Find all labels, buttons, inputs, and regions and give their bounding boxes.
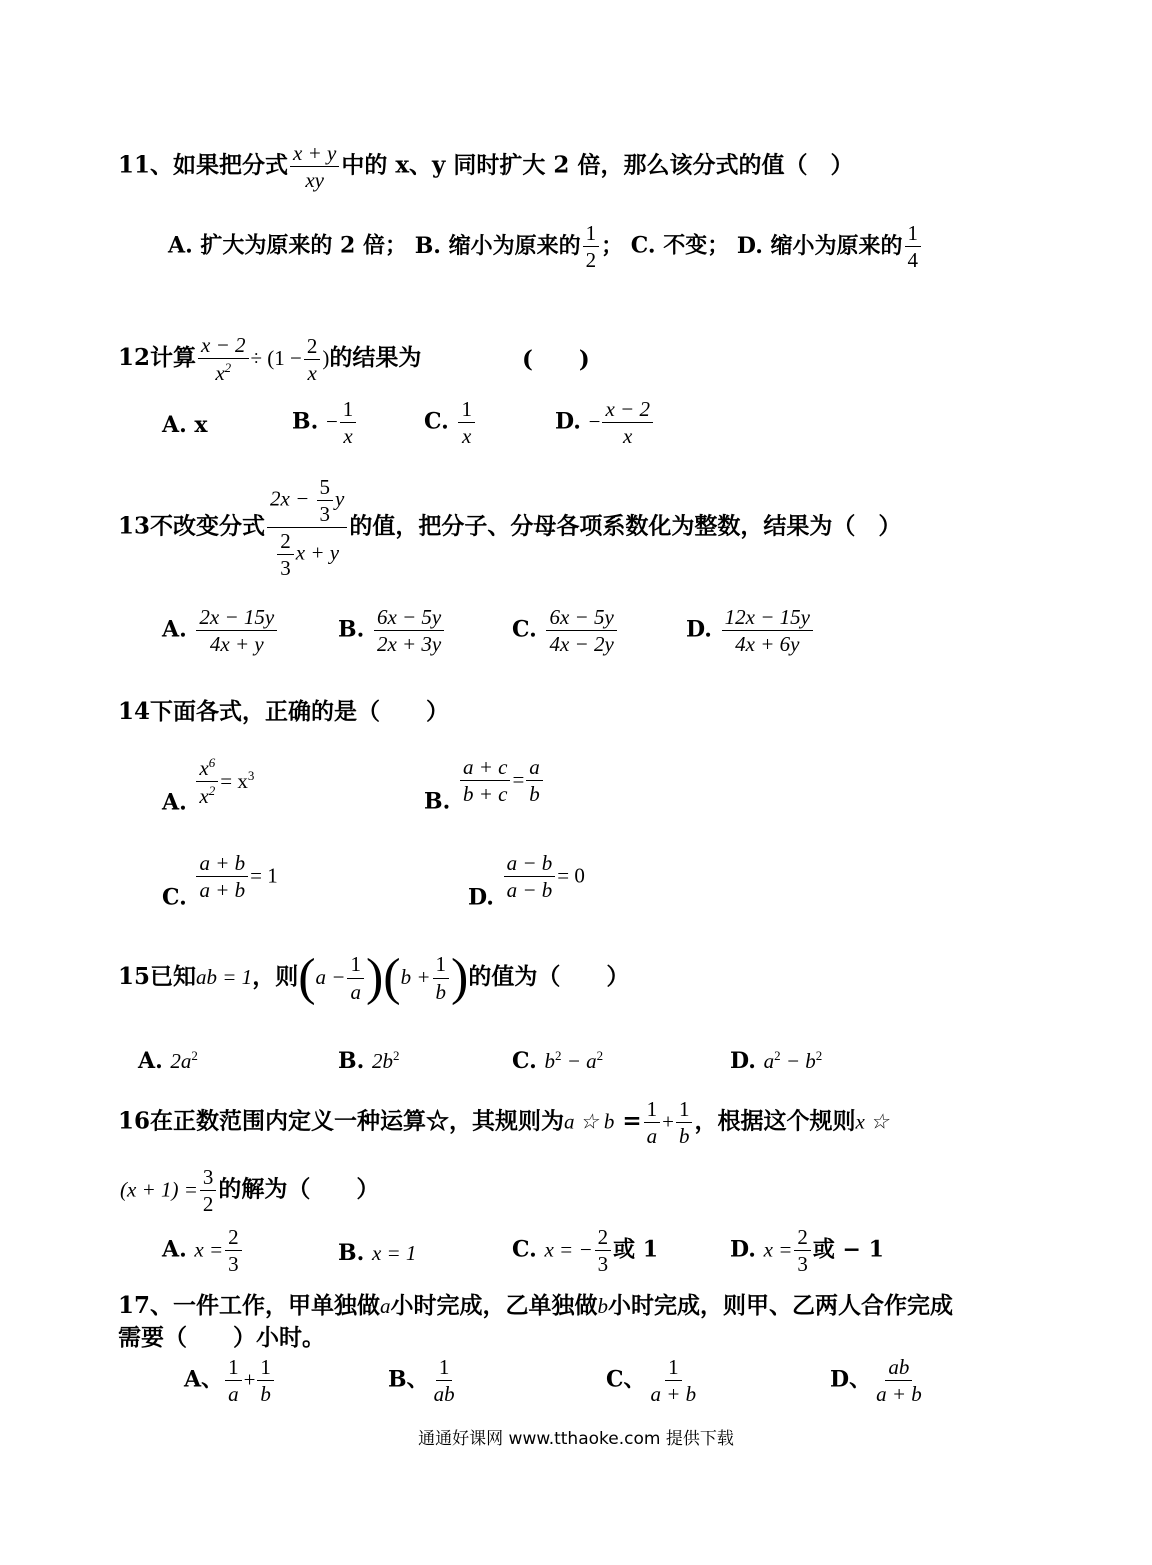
question-15-stem: 15已知ab = 1，则(a − $\frac{1}{a}$ )(b + $\frac{1}{b}$ )的值为（ ）	[118, 949, 630, 1006]
option-c: C、 $\frac{1}{a + b}$	[606, 1355, 697, 1407]
question-number: 15	[118, 963, 151, 990]
option-a: A. x	[162, 412, 208, 438]
option-a: A、 $\frac{1}{a}$ + $\frac{1}{b}$	[184, 1356, 276, 1405]
option-d: D. − $\frac{x - 2}{x}$	[555, 398, 655, 447]
option-d: D、 $\frac{ab}{a + b}$	[830, 1355, 922, 1407]
option-b: B. x = 1	[338, 1240, 417, 1266]
option-a: A. $\frac{2x - 15y}{4x + y}$	[162, 606, 279, 655]
option-b: B. $2b^2$	[338, 1048, 400, 1074]
question-number: 16	[118, 1107, 151, 1135]
option-c: C. $\frac{a + b}{a + b}$ = 1	[162, 851, 278, 911]
option-b: B. − $\frac{1}{x}$	[292, 398, 358, 447]
question-number: 11、	[118, 151, 174, 179]
question-number: 17、	[118, 1292, 174, 1319]
option-a: A. $2a^2$	[138, 1048, 198, 1074]
option-b: B、 $\frac{1}{ab}$	[388, 1355, 455, 1407]
option-c: C. $\frac{6x - 5y}{4x - 2y}$	[512, 606, 619, 655]
question-11-stem: 11、如果把分式 $\frac{x + y}{xy}$ 中的 x、y 同时扩大 2 倍，那么该分式的值（ ）	[118, 141, 854, 193]
option-b: B. $\frac{a + c}{b + c}$ = $\frac{a}{b}$	[424, 756, 545, 815]
question-16-line2: (x + 1) = $\frac{3}{2}$ 的解为（ ）	[120, 1165, 380, 1217]
question-17-line2: 需要（ ）小时。	[118, 1324, 325, 1351]
question-11-options	[168, 222, 923, 271]
question-number: 14	[118, 698, 151, 725]
option-c: C. $b^2 - a^2$	[512, 1048, 604, 1074]
option-d: D. $\frac{a - b}{a - b}$ = 0	[468, 851, 585, 911]
question-17-stem: 17、一件工作，甲单独做a小时完成，乙单独做b小时完成，则甲、乙两人合作完成	[118, 1292, 954, 1319]
question-13-stem: 13不改变分式 2x − $\frac{5}{3}$ y $\frac{2}{3}$ x + y 的值，把分子、分母各项系数化为整数，结果为（ ）	[118, 475, 902, 581]
option-b: B. 缩小为原来的 $\frac{1}{2}$ ；	[414, 221, 624, 273]
option-a: A. x = $\frac{2}{3}$	[162, 1226, 244, 1275]
option-b: B. $\frac{6x - 5y}{2x + 3y}$	[338, 606, 446, 655]
option-c: C. x = − $\frac{2}{3}$ 或 1	[512, 1225, 659, 1277]
option-c: C. 不变；	[630, 232, 730, 259]
page-footer: 通通好课网 www.tthaoke.com 提供下载	[418, 1429, 734, 1449]
option-a: A. 扩大为原来的 2 倍；	[168, 232, 408, 259]
question-12-stem: 12计算 $\frac{x - 2}{x^2}$ ÷ (1 − $\frac{2}{x}$ )的结果为	[118, 333, 422, 386]
question-number: 13	[118, 512, 151, 540]
option-a: A. $\frac{x^6}{x^2}$ = $x^3$	[162, 755, 255, 816]
option-d: D. 缩小为原来的 $\frac{1}{4}$	[737, 233, 923, 259]
option-c: C. $\frac{1}{x}$	[424, 398, 477, 447]
question-14-stem: 14下面各式，正确的是（ ）	[118, 698, 450, 725]
option-d: D. $\frac{12x - 15y}{4x + 6y}$	[686, 606, 815, 655]
complex-fraction: 2x − $\frac{5}{3}$ y $\frac{2}{3}$ x + y	[267, 476, 347, 579]
question-number: 12	[118, 344, 151, 372]
option-d: D. x = $\frac{2}{3}$ 或 − 1	[730, 1225, 884, 1277]
question-12-answer-paren: ( )	[522, 346, 590, 373]
option-d: D. $a^2 - b^2$	[730, 1048, 823, 1074]
question-16-stem: 16在正数范围内定义一种运算☆，其规则为a ☆ b = $\frac{1}{a}$ + $\frac{1}{b}$ ，根据这个规则x ☆	[118, 1097, 889, 1149]
